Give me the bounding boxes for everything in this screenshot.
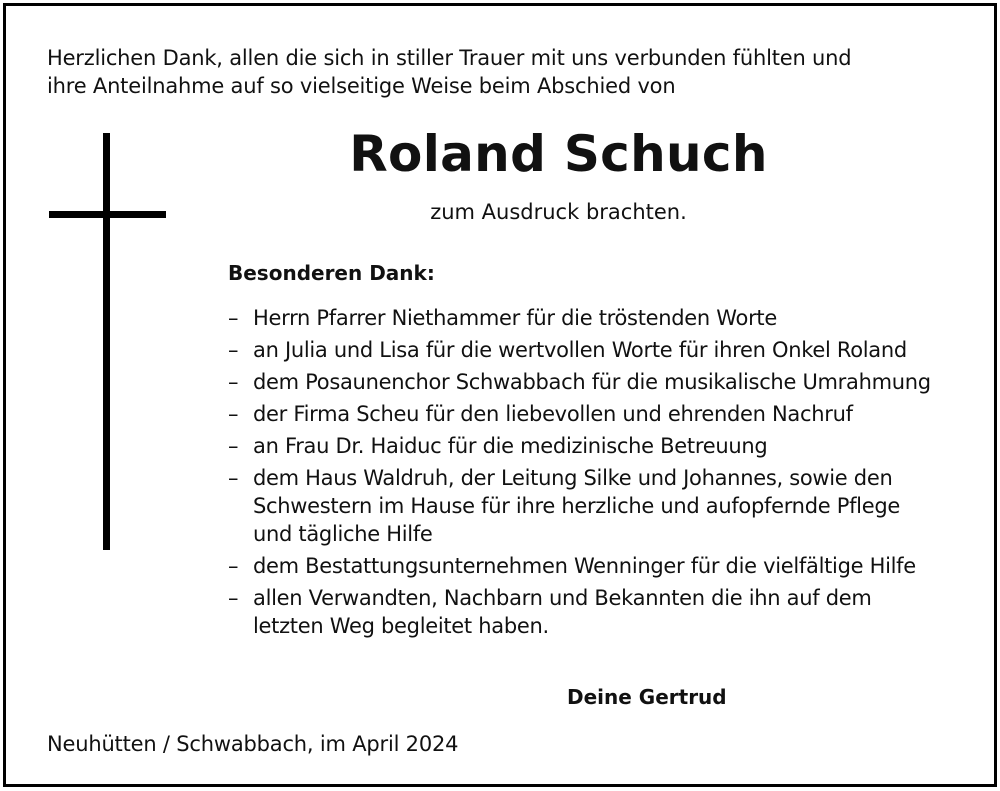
thanks-item-line: dem Posaunenchor Schwabbach für die musikalische Umrahmung (253, 370, 931, 394)
thanks-item-text (253, 336, 973, 364)
cross-vertical-beam (103, 133, 110, 550)
list-dash: – (228, 306, 239, 330)
signature: Deine Gertrud (567, 685, 727, 709)
thanks-list (228, 304, 973, 644)
thanks-item (228, 336, 973, 364)
thanks-item (228, 432, 973, 460)
list-dash: – (228, 466, 239, 490)
list-dash: – (228, 338, 239, 362)
thanks-item-text (253, 304, 973, 332)
list-dash: – (228, 370, 239, 394)
thanks-item-line: Herrn Pfarrer Niethammer für die tröstenden Worte (253, 306, 777, 330)
thanks-item (228, 368, 973, 396)
list-dash: – (228, 586, 239, 610)
intro-line: ihre Anteilnahme auf so vielseitige Weise beim Abschied von (47, 74, 676, 98)
thanks-item-line: dem Bestattungsunternehmen Wenninger für die vielfältige Hilfe (253, 554, 916, 578)
list-dash: – (228, 434, 239, 458)
thanks-item-line: an Julia und Lisa für die wertvollen Worte für ihren Onkel Roland (253, 338, 907, 362)
thanks-item (228, 552, 973, 580)
list-dash: – (228, 554, 239, 578)
list-dash: – (228, 402, 239, 426)
thanks-item (228, 584, 973, 640)
thanks-item-line: an Frau Dr. Haiduc für die medizinische Betreuung (253, 434, 768, 458)
thanks-item-text (253, 584, 973, 640)
notice-frame (3, 3, 997, 787)
intro-line: Herzlichen Dank, allen die sich in stiller Trauer mit uns verbunden fühlten und (47, 46, 852, 70)
thanks-item-line: und tägliche Hilfe (253, 522, 433, 546)
thanks-item (228, 304, 973, 332)
deceased-name: Roland Schuch (349, 125, 768, 183)
thanks-item (228, 464, 973, 548)
thanks-item-text (253, 552, 973, 580)
thanks-item-text (253, 368, 973, 396)
thanks-item-line: dem Haus Waldruh, der Leitung Silke und Johannes, sowie den (253, 466, 893, 490)
after-name-text: zum Ausdruck brachten. (430, 200, 687, 224)
thanks-item-line: letzten Weg begleitet haben. (253, 614, 549, 638)
thanks-item-line: allen Verwandten, Nachbarn und Bekannten die ihn auf dem (253, 586, 872, 610)
thanks-item-text (253, 432, 973, 460)
thanks-item-line: der Firma Scheu für den liebevollen und ehrenden Nachruf (253, 402, 853, 426)
thanks-item-text (253, 464, 973, 548)
place-date: Neuhütten / Schwabbach, im April 2024 (47, 732, 459, 756)
thanks-item (228, 400, 973, 428)
cross-horizontal-beam (49, 211, 166, 218)
thanks-heading: Besonderen Dank: (228, 261, 435, 285)
thanks-item-line: Schwestern im Hause für ihre herzliche und aufopfernde Pflege (253, 494, 900, 518)
intro-text (47, 44, 947, 100)
thanks-item-text (253, 400, 973, 428)
